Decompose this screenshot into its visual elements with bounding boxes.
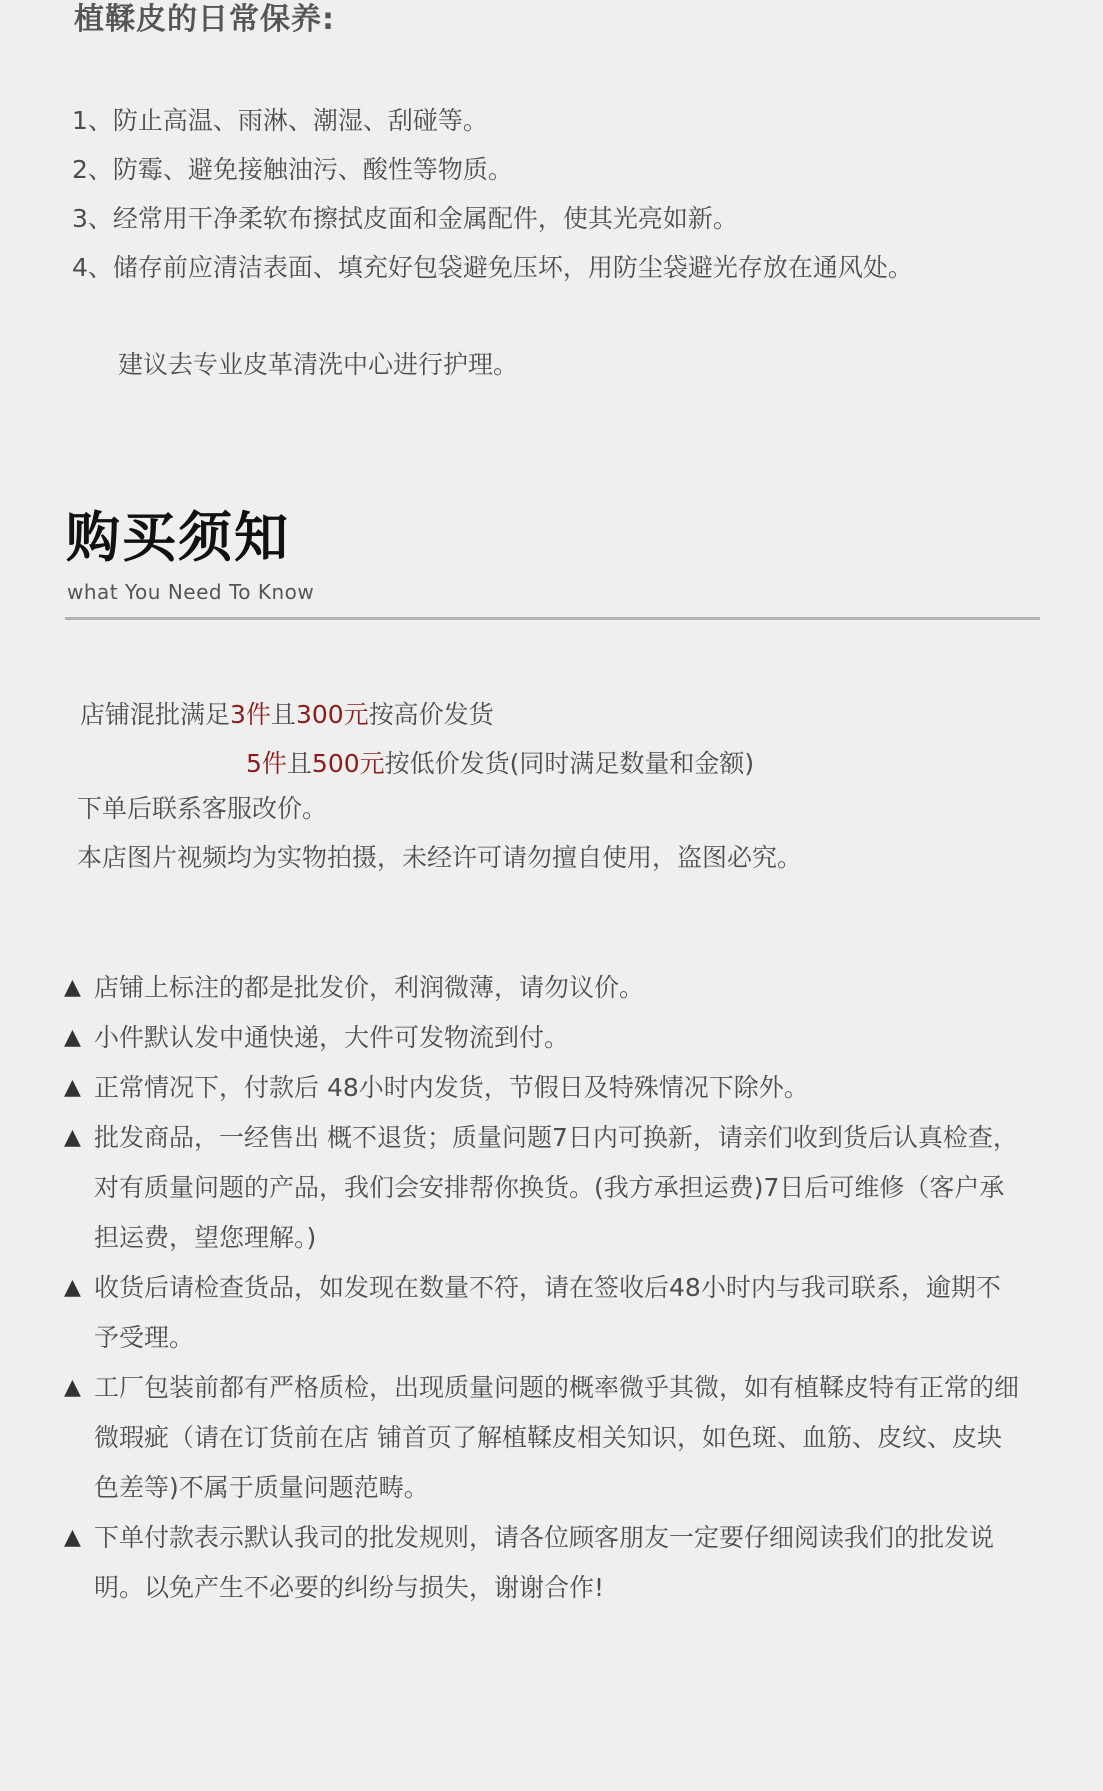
tier-suffix: 按高价发货 xyxy=(368,700,494,729)
tier-amount: 300元 xyxy=(295,700,369,729)
rule-text: 小件默认发中通快递，大件可发物流到付。 xyxy=(94,1023,570,1052)
care-list xyxy=(72,96,913,292)
care-advice: 建议去专业皮革清洗中心进行护理。 xyxy=(118,350,519,379)
rule-text: 收货后请检查货品，如发现在数量不符，请在签收后48小时内与我司联系，逾期不予受理。 xyxy=(94,1273,1001,1352)
tier-and: 且 xyxy=(270,700,296,729)
triangle-bullet-icon: ▲ xyxy=(64,975,81,1000)
rule-text: 工厂包装前都有严格质检，出现质量问题的概率微乎其微，如有植鞣皮特有正常的细微瑕疵（请在订货前在店 铺首页了解植鞣皮相关知识，如色斑、血筋、皮纹、皮块色差等)不属于质量问题范畴。 xyxy=(94,1373,1020,1502)
rule-text: 店铺上标注的都是批发价，利润微薄，请勿议价。 xyxy=(94,973,645,1002)
care-item: 3、经常用干净柔软布擦拭皮面和金属配件，使其光亮如新。 xyxy=(72,204,738,233)
triangle-bullet-icon: ▲ xyxy=(64,1125,81,1150)
rule-item xyxy=(64,1363,1024,1513)
tier-suffix: 按低价发货(同时满足数量和金额) xyxy=(384,749,755,778)
care-item: 2、防霉、避免接触油污、酸性等物质。 xyxy=(72,155,513,184)
wholesale-tier-high xyxy=(80,695,494,735)
care-section-title: 植鞣皮的日常保养: xyxy=(74,2,335,37)
care-item: 4、储存前应清洁表面、填充好包袋避免压坏，用防尘袋避光存放在通风处。 xyxy=(72,253,913,282)
tier-quantity: 3件 xyxy=(230,700,271,729)
rule-item xyxy=(64,1263,1024,1363)
rule-item xyxy=(64,1113,1024,1263)
wholesale-tier-low xyxy=(246,744,754,784)
tier-and: 且 xyxy=(286,749,312,778)
tier-prefix: 店铺混批满足 xyxy=(80,700,231,729)
triangle-bullet-icon: ▲ xyxy=(64,1075,81,1100)
tier-quantity: 5件 xyxy=(246,749,287,778)
rule-item xyxy=(64,963,1024,1013)
purchase-notice-title: 购买须知 xyxy=(66,506,290,569)
purchase-notice-subtitle: what You Need To Know xyxy=(67,580,315,604)
tier-amount: 500元 xyxy=(311,749,385,778)
rule-item xyxy=(64,1513,1024,1613)
triangle-bullet-icon: ▲ xyxy=(64,1025,81,1050)
triangle-bullet-icon: ▲ xyxy=(64,1525,81,1550)
section-divider xyxy=(65,617,1040,620)
rules-list xyxy=(64,963,1024,1613)
rule-text: 下单付款表示默认我司的批发规则，请各位顾客朋友一定要仔细阅读我们的批发说明。以免产生不必要的纠纷与损失，谢谢合作! xyxy=(94,1523,995,1602)
rule-text: 正常情况下，付款后 48小时内发货，节假日及特殊情况下除外。 xyxy=(94,1073,809,1102)
rule-text: 批发商品，一经售出 概不退货；质量问题7日内可换新，请亲们收到货后认真检查，对有质量问题的产品，我们会安排帮你换货。(我方承担运费)7日后可维修（客户承担运费，望您理解。) xyxy=(94,1123,1018,1252)
rule-item xyxy=(64,1063,1024,1113)
rule-item xyxy=(64,1013,1024,1063)
triangle-bullet-icon: ▲ xyxy=(64,1375,81,1400)
copyright-note: 本店图片视频均为实物拍摄，未经许可请勿擅自使用，盗图必究。 xyxy=(77,843,803,872)
contact-service-note: 下单后联系客服改价。 xyxy=(77,794,328,823)
care-item: 1、防止高温、雨淋、潮湿、刮碰等。 xyxy=(72,106,488,135)
triangle-bullet-icon: ▲ xyxy=(64,1275,81,1300)
